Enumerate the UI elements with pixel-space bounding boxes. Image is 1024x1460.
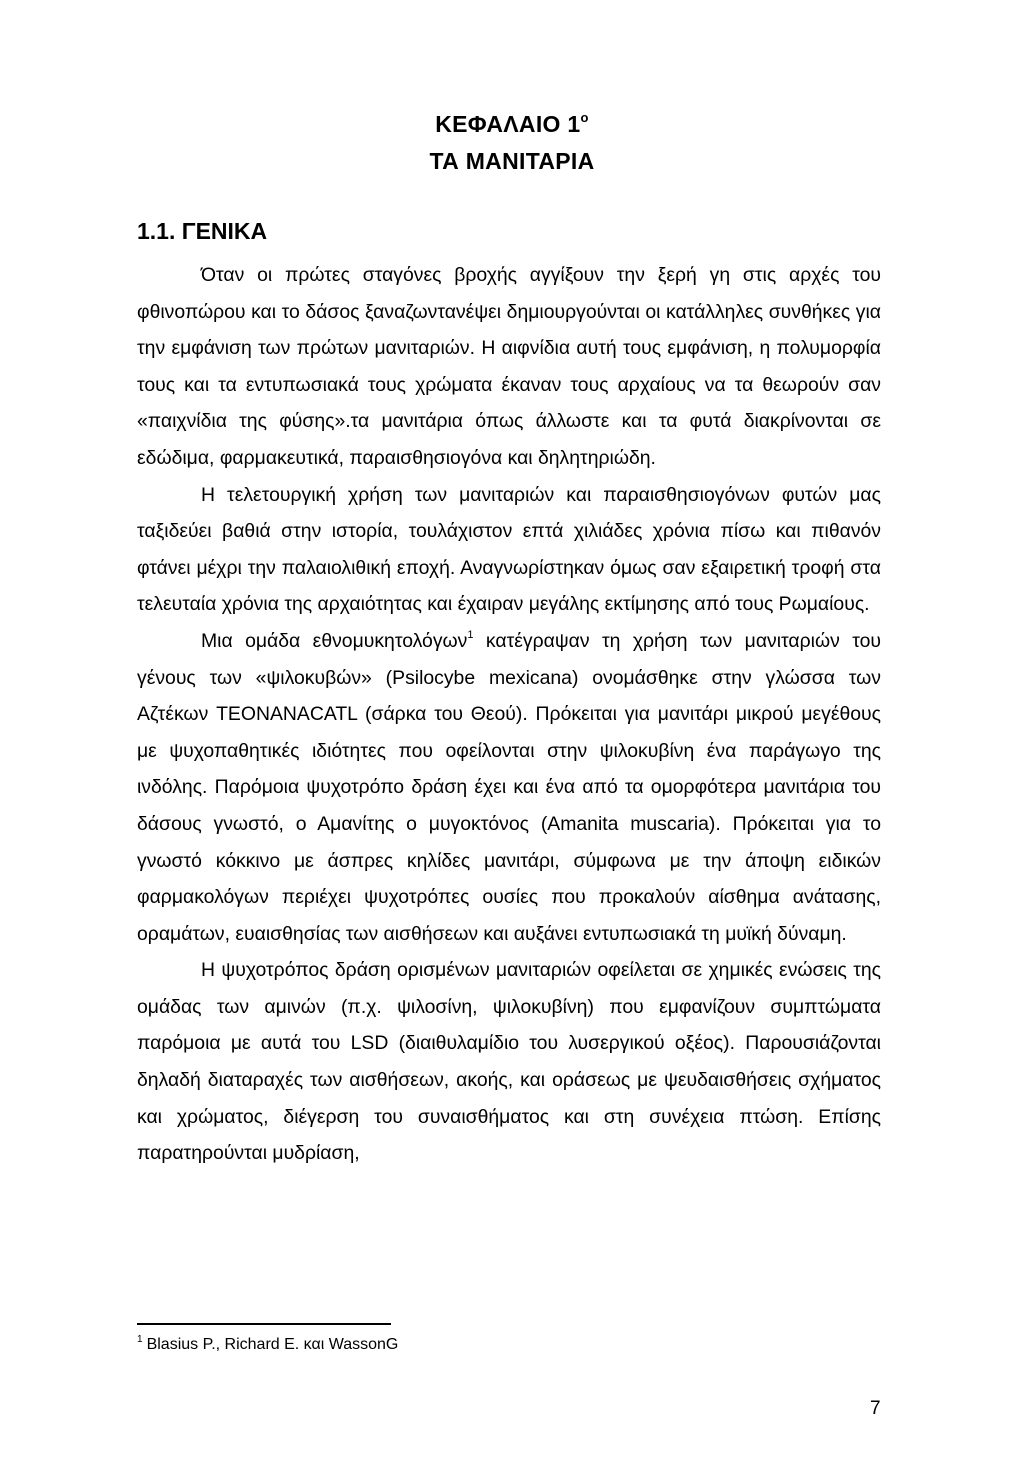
paragraph-3-rest: κατέγραψαν τη χρήση των μανιταριών του γένους των «ψιλοκυβών» (Psilocybe mexicana) ονομάσθηκε στην γλώσσα των Αζτέκων TEONANACATL (σάρκα του Θεού). Πρόκειται για μανιτάρι μικρού μεγέθους με ψυχοπαθητικές ιδιότητες που οφείλονται στην ψιλοκυβίνη ένα παράγωγο της ινδόλης. Παρόμοια ψυχοτρόπο δράση έχει και ένα από τα ομορφότερα μανιτάρια του δάσους γνωστό, ο Αμανίτης ο μυγοκτόνος (Amanita muscaria). Πρόκειται για το γνωστό κόκκινο με άσπρες κηλίδες μανιτάρι, σύμφωνα με την άποψη ειδικών φαρμακολόγων περιέχει ψυχοτρόπες ουσίες που προκαλούν αίσθημα ανάτασης, οραμάτων, ευαισθησίας των αισθήσεων και αυξάνει εντυπωσιακά τη μυϊκή δύναμη. xyxy=(137,629,881,945)
footnote xyxy=(137,1334,398,1354)
paragraph-4: Η ψυχοτρόπος δράση ορισμένων μανιταριών οφείλεται σε χημικές ενώσεις της ομάδας των αμινών (π.χ. ψιλοσίνη, ψιλοκυβίνη) που εμφανίζουν συμπτώματα παρόμοια με αυτά του LSD (διαιθυλαμίδιο του λυσεργικού οξέος). Παρουσιάζονται δηλαδή διαταραχές των αισθήσεων, ακοής, και οράσεως με ψευδαισθήσεις σχήματος και χρώματος, διέγερση του συναισθήματος και στη συνέχεια πτώση. Επίσης παρατηρούνται μυδρίαση, xyxy=(137,959,881,1165)
chapter-label xyxy=(0,110,1024,138)
paragraph-1: Όταν οι πρώτες σταγόνες βροχής αγγίξουν την ξερή γη στις αρχές του φθινοπώρου και το δάσος ξαναζωντανέψει δημιουργούνται οι κατάλληλες συνθήκες για την εμφάνιση των πρώτων μανιταριών. Η αιφνίδια αυτή τους εμφάνιση, η πολυμορφία τους και τα εντυπωσιακά τους χρώματα έκαναν τους αρχαίους να τα θεωρούν σαν «παιχνίδια της φύσης».τα μανιτάρια όπως άλλωστε και τα φυτά διακρίνονται σε εδώδιμα, φαρμακευτικά, παραισθησιογόνα και δηλητηριώδη. xyxy=(137,264,881,469)
section-heading: 1.1. ΓΕΝΙΚΑ xyxy=(137,218,268,244)
paragraph-2: Η τελετουργική χρήση των μανιταριών και παραισθησιογόνων φυτών μας ταξιδεύει βαθιά στην ιστορία, τουλάχιστον επτά χιλιάδες χρόνια πίσω και πιθανόν φτάνει μέχρι την παλαιολιθική εποχή. Αναγνωρίστηκαν όμως σαν εξαιρετική τροφή στα τελευταία χρόνια της αρχαιότητας και έχαιραν μεγάλης εκτίμησης από τους Ρωμαίους. xyxy=(137,483,881,616)
chapter-title: ΤΑ ΜΑΝΙΤΑΡΙΑ xyxy=(429,148,595,174)
paragraph-3 xyxy=(137,623,881,952)
footnote-text: Blasius P., Richard E. και WassonG xyxy=(146,1336,399,1353)
paragraph-3-start: Μια ομάδα εθνομυκητολόγων xyxy=(201,629,468,652)
footnote-divider xyxy=(137,1323,391,1325)
footnote-reference: 1 xyxy=(467,628,474,641)
page-number: 7 xyxy=(870,1398,881,1419)
chapter-degree: ο xyxy=(580,110,589,125)
body-text xyxy=(137,257,881,1172)
footnote-mark: 1 xyxy=(137,1334,143,1345)
chapter-label-text: ΚΕΦΑΛΑΙΟ 1 xyxy=(435,111,581,137)
